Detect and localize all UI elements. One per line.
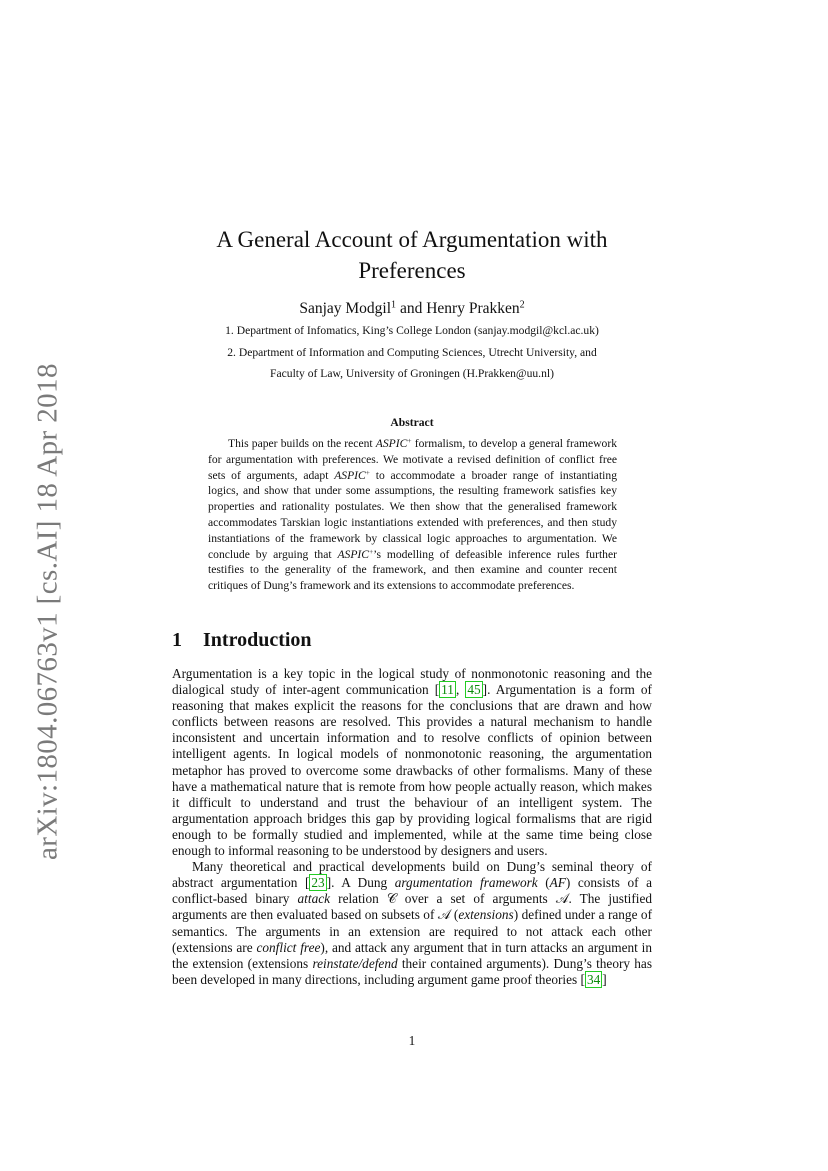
term: argumentation framework (394, 875, 538, 891)
formalism-superscript: + (407, 435, 412, 445)
abstract-span: This paper builds on the recent (228, 437, 376, 450)
text-span: ( (537, 875, 550, 891)
text-span: over a set of arguments (396, 891, 556, 907)
formalism-superscript: + (365, 467, 370, 477)
author-name: Henry Prakken (426, 300, 520, 317)
text-span: ), and attack any argument that in turn attacks an argument in the extension (extensions (172, 939, 652, 971)
section-number: 1 (172, 629, 182, 651)
citation-link[interactable]: 23 (311, 875, 325, 891)
text-span: ) consists of a conflict-based binary (172, 875, 652, 907)
formalism-superscript: + (369, 546, 374, 556)
term: reinstate/defend (312, 955, 398, 971)
body-text (172, 666, 652, 988)
paper-title: A General Account of Argumentation with Preferences (216, 227, 608, 283)
text-span: Many theoretical and practical developments build on Dung’s seminal theory of abstract argumentation [ (172, 859, 652, 891)
affiliation-line: 2. Department of Information and Computing Sciences, Utrecht University, and (227, 346, 597, 359)
citation-link[interactable]: 45 (467, 682, 481, 698)
term: conflict free (256, 939, 321, 955)
text-span: Argumentation is a key topic in the logical study of nonmonotonic reasoning and the dialogical study of inter-agent communication [ (172, 666, 652, 698)
formalism-name: ASPIC (334, 468, 366, 482)
author-connector: and (396, 300, 427, 317)
affiliation-line: Faculty of Law, University of Groningen (H.Prakken@uu.nl) (270, 367, 554, 380)
text-span: ] (602, 971, 607, 987)
citation-link[interactable]: 34 (586, 971, 601, 987)
text-span: their contained arguments). Dung’s theory has been developed in many directions, including argument game proof theories [ (172, 955, 653, 987)
math-symbol: 𝒜 (555, 891, 569, 907)
paragraph (172, 859, 652, 988)
author-name: Sanjay Modgil (299, 300, 392, 317)
text-span: ]. Argumentation is a form of reasoning that makes explicit the reasons for the conclusions that are drawn and how conflicts between reasons are resolved. This provides a natural mechanism to handle inconsistent and uncertain information and to resolve conflicts of opinion between intelligent agents. In logical models of nonmonotonic reasoning, the argumentation metaphor has proved to overcome some drawbacks of other formalisms. Many of these have a mathematical nature that is remote from how people actually reason, which makes it difficult to understand and trust the behaviour of an intelligent system. The argumentation approach bridges this gap by providing logical formalisms that are rigid enough to be formally studied and implemented, while at the same time being close enough to informal reasoning to be understood by designers and users. (172, 682, 652, 859)
affiliation-line: 1. Department of Infomatics, King’s College London (sanjay.modgil@kcl.ac.uk) (225, 324, 599, 337)
text-span: ) defined under a range of semantics. The arguments in an extension are required to not attack each other (extensions are (172, 907, 653, 955)
abstract-span: formalism, to develop a general framework for argumentation with preferences. We motivate a revised definition of conflict free sets of arguments, adapt (208, 437, 618, 482)
math-symbol: 𝒞 (386, 891, 397, 907)
term: extensions (458, 907, 514, 923)
affiliation-marker: 1 (391, 299, 397, 311)
author-line (172, 300, 652, 318)
abstract-span: to accommodate a broader range of instantiating logics, and show that under some assumptions, the resulting framework satisfies key properties and rationality postulates. We then show that the generalised framework accommodates Tarskian logic instantiations extended with preferences, and then study instantiations of the framework by classical logic approaches to argumentation. We conclude by arguing that (208, 468, 617, 561)
text-span: ( (450, 907, 459, 923)
section-heading (172, 629, 312, 652)
math-symbol: 𝒜 (437, 907, 451, 923)
text-span: , (455, 682, 466, 698)
text-span: . The justified arguments are then evaluated based on subsets of (172, 891, 653, 923)
citation-link[interactable]: 11 (441, 682, 454, 698)
section-title: Introduction (203, 629, 312, 651)
text-span: ]. A Dung (326, 875, 395, 891)
abstract-span: ’s modelling of defeasible inference rules further testifies to the generality of the framework, and then examine and counter recent critiques of Dung’s framework and its extensions to accommodate preferences. (208, 547, 617, 593)
arxiv-identifier: arXiv:1804.06763v1 [cs.AI] 18 Apr 2018 (31, 363, 64, 861)
affiliation-marker: 2 (519, 299, 525, 311)
term: attack (297, 891, 331, 907)
formalism-name: ASPIC (375, 437, 408, 450)
abstract-text (208, 436, 617, 594)
term: AF (549, 875, 566, 891)
page-number: 1 (408, 1033, 416, 1048)
paragraph (172, 666, 652, 859)
formalism-name: ASPIC (337, 547, 370, 561)
text-span: relation (330, 891, 387, 907)
abstract-heading: Abstract (390, 416, 434, 429)
